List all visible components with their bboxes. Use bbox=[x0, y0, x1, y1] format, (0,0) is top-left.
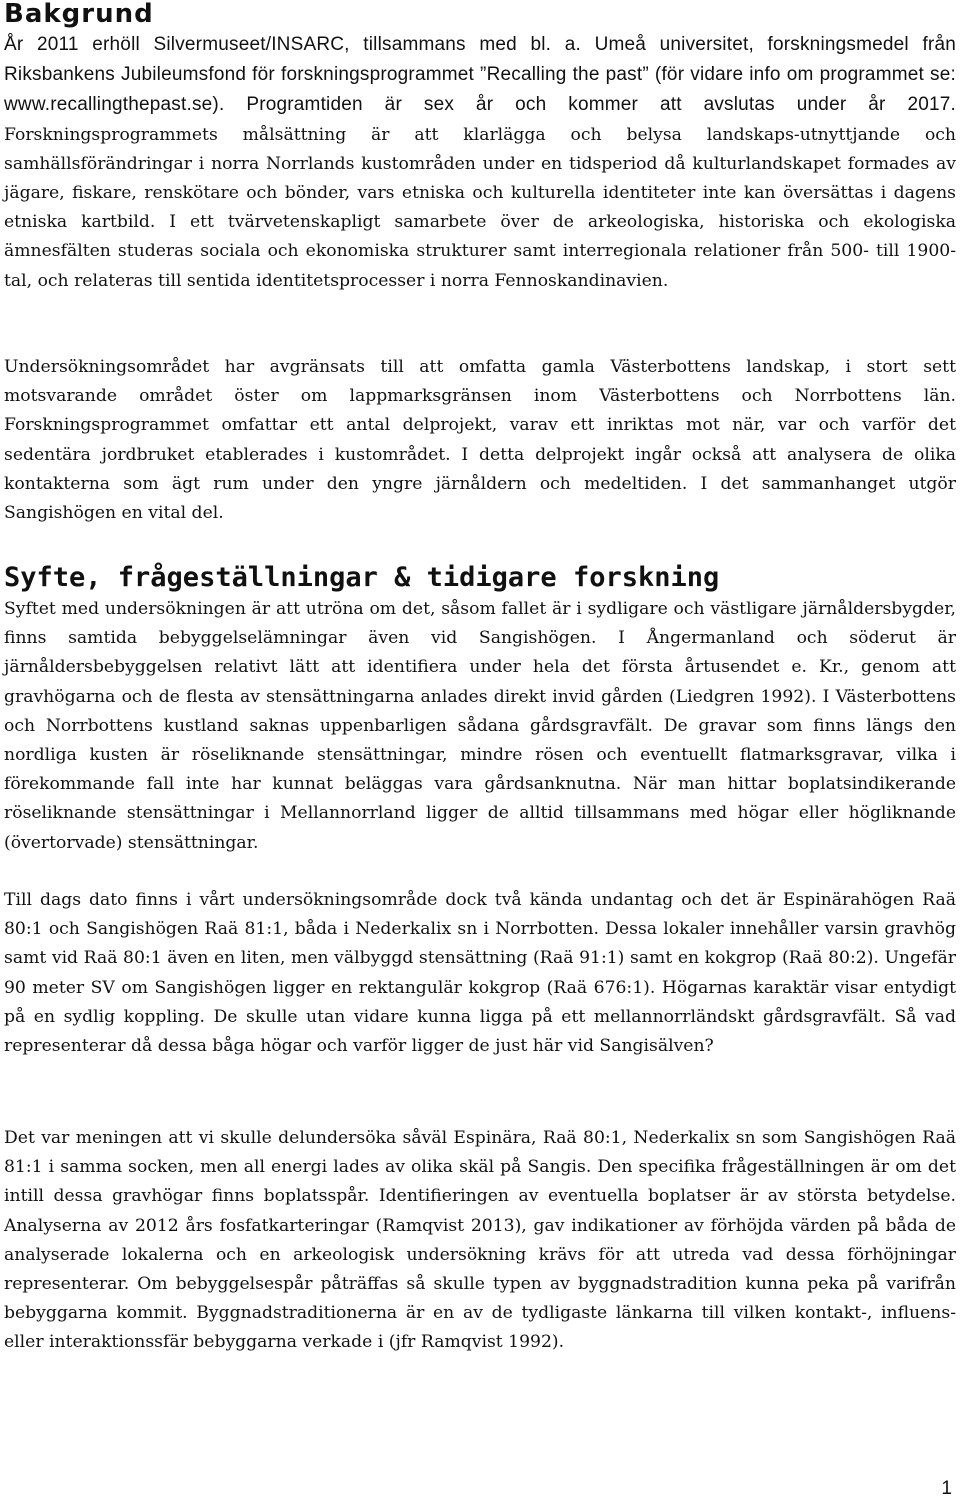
paragraph-syfte-1: Syftet med undersökningen är att utröna om det, såsom fallet är i sydligare och västligare järnåldersbygder, finns samtida bebyggelselämningar även vid Sangishögen. I Ångermanland och söderut är järnåldersbebyggelsen relativt lätt att identifiera under hela det första årtusendet e. Kr., genom att gravhögarna och de flesta av stensättningarna anlades direkt invid gården (Liedgren 1992). I Västerbottens och Norrbottens kustland saknas uppenbarligen sådana gårdsgravfält. De gravar som finns längs den nordliga kusten är röseliknande stensättningar, mindre rösen och eventuellt flatmarksgravar, vilka i förekommande fall inte har kunnat beläggas vara gårdsanknutna. När man hittar boplatsindikerande röseliknande stensättningar i Mellannorrland ligger de alltid tillsammans med högar eller högliknande (övertorvade) stensättningar. bbox=[4, 599, 956, 853]
paragraph-bakgrund-1-body: Forskningsprogrammets målsättning är att klarlägga och belysa landskaps-utnyttjande och samhällsförändringar i norra Norrlands kustområden under en tidsperiod då kulturlandskapet formades av jägare, fiskare, renskötare och bönder, vars etniska och kulturella identiteter inte kan översättas i dagens etniska kartbild. I ett tvärvetenskapligt samarbete över de arkeologiska, historiska och ekologiska ämnesfälten studeras sociala och ekonomiska strukturer samt interregionala relationer från 500- till 1900-tal, och relateras till sentida identitetsprocesser i norra Fennoskandinavien. bbox=[4, 124, 956, 291]
page-number: 1 bbox=[941, 1478, 952, 1499]
paragraph-syfte-2: Till dags dato finns i vårt undersökningsområde dock två kända undantag och det är Espinärahögen Raä 80:1 och Sangishögen Raä 81:1, båda i Nederkalix sn i Norrbotten. Dessa lokaler innehåller varsin gravhög samt vid Raä 80:1 även en liten, men välbyggd stensättning (Raä 91:1) samt en kokgrop (Raä 80:2). Ungefär 90 meter SV om Sangishögen ligger en rektangulär kokgrop (Raä 676:1). Högarnas karaktär visar entydigt på en sydlig koppling. De skulle utan vidare kunna ligga på ett mellannorrländskt gårdsgravfält. Så vad representerar då dessa båga högar och varför ligger de just här vid Sangisälven? bbox=[4, 890, 956, 1057]
paragraph-bakgrund-1 bbox=[4, 30, 956, 296]
section-heading-bakgrund: Bakgrund bbox=[4, 0, 154, 29]
paragraph-bakgrund-1-intro: År 2011 erhöll Silvermuseet/INSARC, tillsammans med bl. a. Umeå universitet, forskningsmedel från Riksbankens Jubileumsfond för forskningsprogrammet ”Recalling the past” (för vidare info om programmet se: www.recallingthepast.se). Programtiden är sex år och kommer att avslutas under år 2017. bbox=[4, 34, 956, 116]
paragraph-syfte-3: Det var meningen att vi skulle delundersöka såväl Espinära, Raä 80:1, Nederkalix sn som Sangishögen Raä 81:1 i samma socken, men all energi lades av olika skäl på Sangis. Den specifika frågeställningen är om det intill dessa gravhögar finns boplatsspår. Identifieringen av eventuella boplatser är av största betydelse. Analyserna av 2012 års fosfatkarteringar (Ramqvist 2013), gav indikationer av förhöjda värden på båda de analyserade lokalerna och en arkeologisk undersökning krävs för att utreda vad dessa förhöjningar representerar. Om bebyggelsespår påträffas så skulle typen av byggnadstradition kunna peka på varifrån bebyggarna kommit. Byggnadstraditionerna är en av de tydligaste länkarna till vilken kontakt-, influens- eller interaktionssfär bebyggarna verkade i (jfr Ramqvist 1992). bbox=[4, 1128, 956, 1353]
section-heading-syfte: Syfte, frågeställningar & tidigare forskning bbox=[4, 562, 720, 593]
paragraph-bakgrund-2: Undersökningsområdet har avgränsats till att omfatta gamla Västerbottens landskap, i stort sett motsvarande området öster om lappmarksgränsen inom Västerbottens och Norrbottens län. Forskningsprogrammet omfattar ett antal delprojekt, varav ett inriktas mot när, var och varför det sedentära jordbruket etablerades i kustområdet. I detta delprojekt ingår också att analysera de olika kontakterna som ägt rum under den yngre järnåldern och medeltiden. I det sammanhanget utgör Sangishögen en vital del. bbox=[4, 357, 956, 524]
